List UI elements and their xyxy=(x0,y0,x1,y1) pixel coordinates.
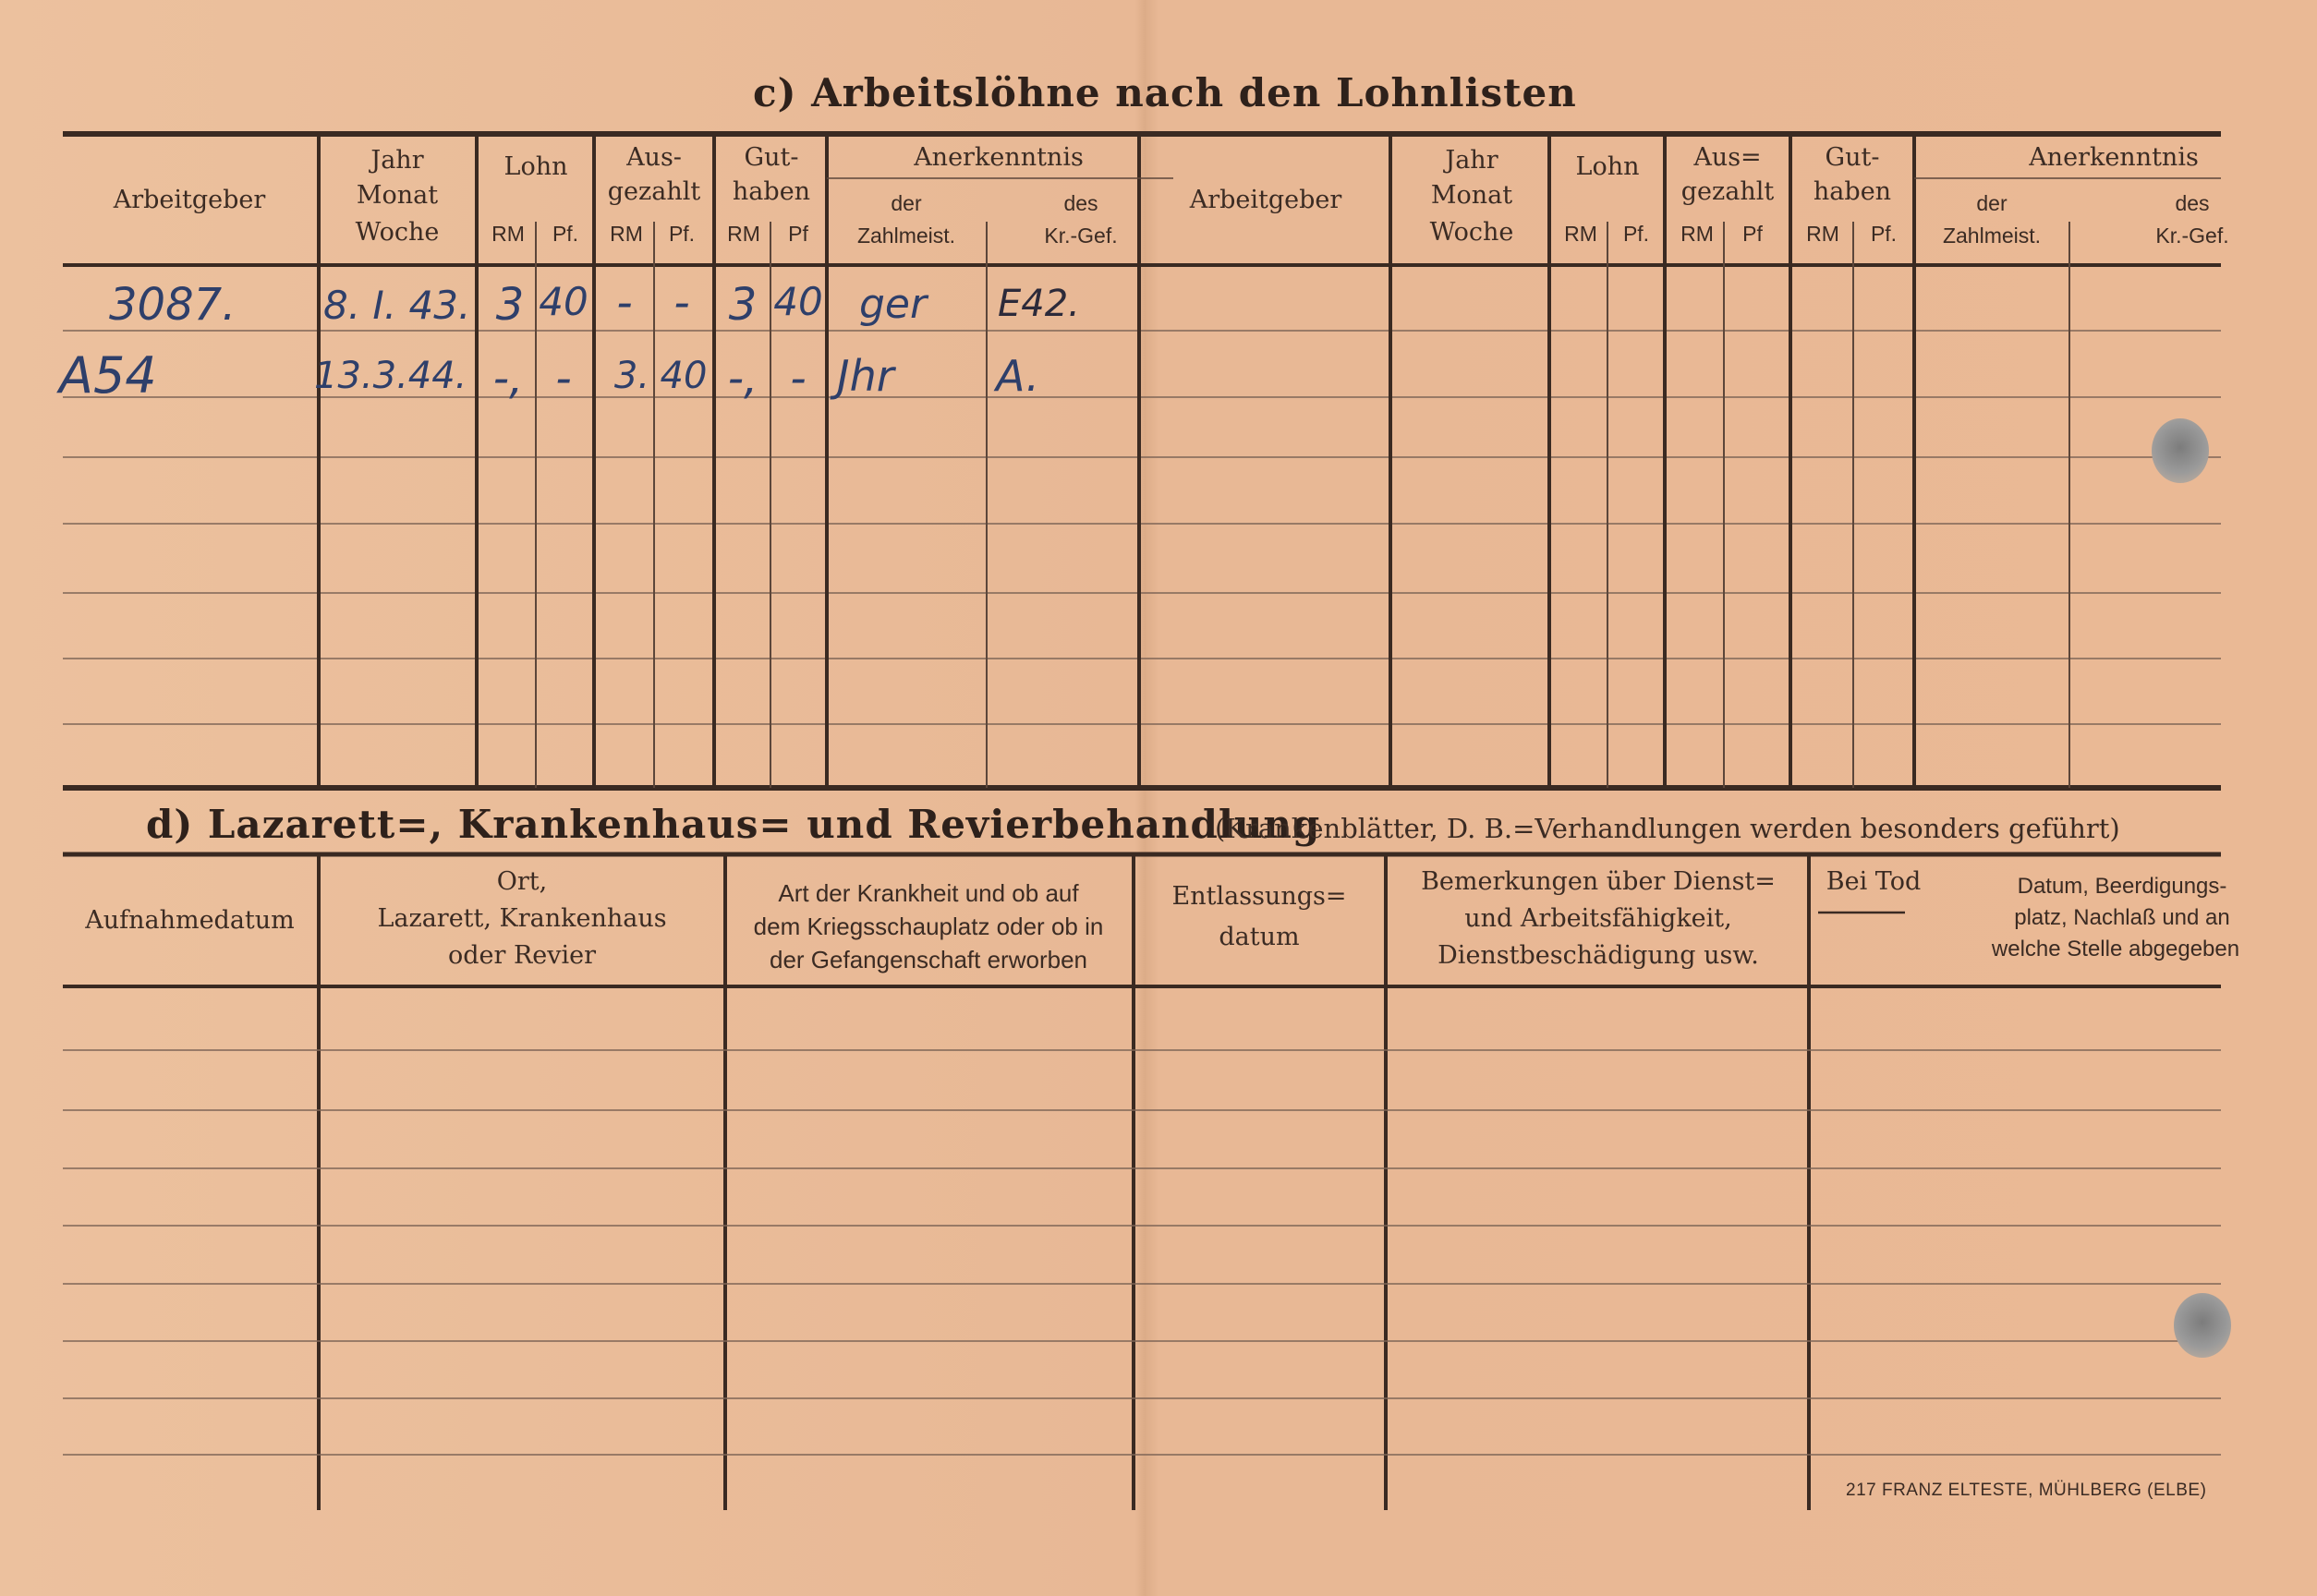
header-des: des xyxy=(1063,191,1098,215)
row1-guthaben-rm: 3 xyxy=(728,279,758,331)
header-haben-right: haben xyxy=(1813,177,1892,206)
row2-ausgezahlt-rm: 3. xyxy=(613,355,650,397)
header-gut: Gut- xyxy=(744,143,799,172)
header-ausgezahlt-rm-right: RM xyxy=(1680,222,1714,246)
row1-ausgezahlt-pf: - xyxy=(673,277,690,329)
header-monat: Monat xyxy=(356,181,439,210)
header-lohn-pf-right: Pf. xyxy=(1622,222,1650,246)
header-bemerkungen-3: Dienstbeschädigung usw. xyxy=(1438,941,1759,970)
header-arbeitgeber: Arbeitgeber xyxy=(113,186,266,214)
header-bemerkungen-1: Bemerkungen über Dienst= xyxy=(1421,867,1776,896)
header-krgef-right: Kr.-Gef. xyxy=(2155,224,2229,248)
header-der-right: der xyxy=(1976,191,2008,215)
section-d-title: d) Lazarett=, Krankenhaus= und Revierbehandlung xyxy=(146,802,1321,847)
header-lohn-rm-right: RM xyxy=(1564,222,1597,246)
row1-lohn-rm: 3 xyxy=(495,279,525,331)
punch-hole-bottom xyxy=(2174,1293,2231,1358)
header-des-right: des xyxy=(2175,191,2210,215)
header-ort-3: oder Revier xyxy=(447,941,597,970)
header-haben: haben xyxy=(732,177,811,206)
header-guthaben-rm: RM xyxy=(727,222,760,246)
section-d-subtitle: (Krankenblätter, D. B.=Verhandlungen werden besonders geführt) xyxy=(1215,813,2120,844)
header-der: der xyxy=(891,191,922,215)
header-datum-3: welche Stelle abgegeben xyxy=(1991,937,2240,961)
header-ausgezahlt-rm: RM xyxy=(610,222,643,246)
row1-krgef: E42. xyxy=(998,283,1080,325)
header-zahlmeist-right: Zahlmeist. xyxy=(1942,224,2042,248)
header-woche-right: Woche xyxy=(1429,218,1514,247)
header-anerkenntnis-right: Anerkenntnis xyxy=(2029,143,2199,172)
header-ort-2: Lazarett, Krankenhaus xyxy=(377,904,667,933)
row1-zahlmeister: ger xyxy=(859,281,928,328)
row1-guthaben-pf: 40 xyxy=(773,279,823,324)
header-jahr-right: Jahr xyxy=(1445,146,1498,175)
row1-lohn-pf: 40 xyxy=(539,279,588,324)
header-guthaben-pf-right: Pf. xyxy=(1870,222,1898,246)
header-monat-right: Monat xyxy=(1430,181,1513,210)
header-gut-right: Gut- xyxy=(1825,143,1880,172)
header-lohn-rm: RM xyxy=(491,222,525,246)
header-bei-tod: Bei Tod xyxy=(1826,867,1922,896)
section-c-title: c) Arbeitslöhne nach den Lohnlisten xyxy=(753,70,1577,115)
header-lohn: Lohn xyxy=(503,152,568,181)
row1-ausgezahlt-rm: - xyxy=(616,277,633,329)
header-lohn-right: Lohn xyxy=(1575,152,1640,181)
header-art-2: dem Kriegsschauplatz oder ob in xyxy=(753,913,1104,940)
header-aus: Aus- xyxy=(626,143,682,172)
header-guthaben-rm-right: RM xyxy=(1806,222,1839,246)
header-art-3: der Gefangenschaft erworben xyxy=(770,946,1087,973)
punch-hole-top xyxy=(2152,418,2209,483)
header-guthaben-pf: Pf xyxy=(788,222,808,246)
row2-zahlmeister: Jhr xyxy=(837,351,894,401)
row2-guthaben-rm: -, xyxy=(727,353,758,405)
row2-arbeitgeber: A54 xyxy=(59,346,157,405)
row2-krgef: A. xyxy=(996,351,1039,401)
header-entlassung-2: datum xyxy=(1219,923,1300,951)
printer-imprint: 217 FRANZ ELTESTE, MÜHLBERG (ELBE) xyxy=(1846,1481,2207,1500)
header-jahr: Jahr xyxy=(370,146,424,175)
header-aufnahmedatum: Aufnahmedatum xyxy=(85,906,295,935)
row1-arbeitgeber: 3087. xyxy=(109,279,237,331)
header-art-1: Art der Krankheit und ob auf xyxy=(778,879,1079,907)
header-ausgezahlt-pf: Pf. xyxy=(668,222,696,246)
row2-lohn-pf: - xyxy=(555,353,572,405)
row2-lohn-rm: -, xyxy=(492,353,524,405)
header-woche: Woche xyxy=(355,218,440,247)
header-gezahlt-right: gezahlt xyxy=(1680,177,1775,206)
header-aus-right: Aus= xyxy=(1693,143,1762,172)
row2-ausgezahlt-pf: 40 xyxy=(660,355,708,397)
header-anerkenntnis: Anerkenntnis xyxy=(914,143,1084,172)
row2-datum: 13.3.44. xyxy=(314,355,467,397)
header-zahlmeist: Zahlmeist. xyxy=(856,224,956,248)
header-arbeitgeber-right: Arbeitgeber xyxy=(1189,186,1342,214)
header-datum-1: Datum, Beerdigungs- xyxy=(2017,874,2227,899)
header-ausgezahlt-pf-right: Pf xyxy=(1742,222,1763,246)
header-entlassung-1: Entlassungs= xyxy=(1171,882,1347,911)
row1-datum: 8. I. 43. xyxy=(323,283,471,328)
row2-guthaben-pf: - xyxy=(790,353,807,405)
header-datum-2: platz, Nachlaß und an xyxy=(2014,905,2230,930)
header-ort-1: Ort, xyxy=(496,867,548,896)
header-krgef: Kr.-Gef. xyxy=(1044,224,1118,248)
header-gezahlt: gezahlt xyxy=(607,177,701,206)
header-lohn-pf: Pf. xyxy=(552,222,579,246)
header-bemerkungen-2: und Arbeitsfähigkeit, xyxy=(1464,904,1732,933)
